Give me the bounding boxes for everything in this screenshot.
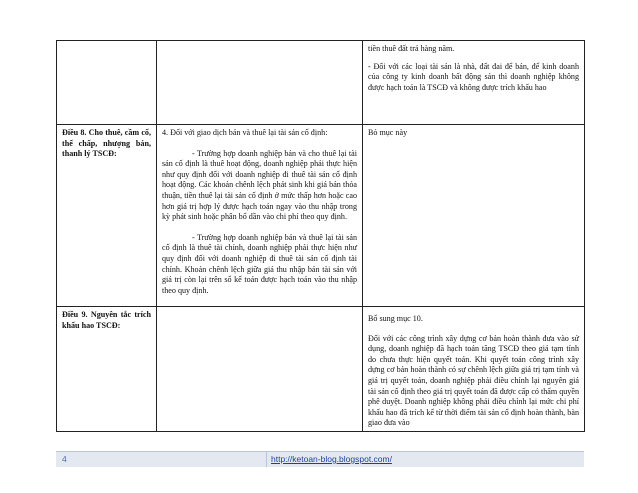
page-footer — [56, 451, 584, 467]
amendment-cell — [363, 41, 585, 125]
table-row — [57, 125, 585, 307]
amendment-text: tiền thuê đất trả hàng năm. — [368, 44, 455, 53]
amendment-heading: Bổ sung mục 10. — [368, 314, 423, 323]
amendment-text: Đối với các công trình xây dựng cơ bản hoàn thành đưa vào sử dụng, doanh nghiệp đã hạch toán tăng TSCĐ theo giá tạm tính do chưa thực hiện quyết toán. Khi quyết toán công trình xây dựng cơ bản hoàn thành có sự chênh lệch giữa giá trị tạm tính và giá trị quyết toán, doanh nghiệp phải điều chỉnh lại nguyên giá tài sản cố định theo giá trị quyết toán đã được cấp có thẩm quyền phê duyệt. Doanh nghiệp không phải điều chỉnh lại mức chi phí khấu hao đã trích kể từ thời điểm tài sản cố định hoàn thành, bàn giao đưa vào — [368, 333, 579, 428]
footer-link[interactable]: http://ketoan-blog.blogspot.com/ — [271, 454, 392, 464]
clause-heading: 4. Đối với giao dịch bán và thuê lại tài sản cố định: — [162, 128, 328, 137]
amendment-text: Bỏ mục này — [368, 128, 408, 137]
amendment-cell — [363, 125, 585, 307]
original-text-cell — [157, 41, 363, 125]
article-title: Điều 8. Cho thuê, cầm cố, thế chấp, nhượng bán, thanh lý TSCĐ: — [62, 128, 151, 159]
amendment-text: - Đối với các loại tài sản là nhà, đất đai để bán, để kinh doanh của công ty kinh doanh bất động sản thì doanh nghiệp không được hạch toán là TSCĐ và không được trích khấu hao — [368, 61, 579, 92]
article-cell — [57, 41, 157, 125]
article-title: Điều 9. Nguyên tắc trích khấu hao TSCĐ: — [62, 310, 151, 330]
amendment-cell — [363, 307, 585, 432]
original-text-cell — [157, 125, 363, 307]
clause-paragraph: - Trường hợp doanh nghiệp bán và cho thuê lại tài sản cố định là thuê hoạt động, doanh nghiệp phải thực hiện như quy định đối với doanh nghiệp đi thuê tài sản cố định hoạt động. Các khoản chênh lệch phát sinh khi giá bán thỏa thuận, tiền thuê lại tài sản cố định ở mức thấp hơn hoặc cao hơn giá trị hợp lý được hạch toán ngay vào thu nhập trong kỳ phát sinh hoặc phân bổ dần vào chi phí theo quy định. — [162, 148, 357, 222]
page-number: 4 — [62, 454, 67, 464]
article-cell — [57, 307, 157, 432]
original-text-cell — [157, 307, 363, 432]
regulation-table — [56, 40, 585, 432]
clause-paragraph: - Trường hợp doanh nghiệp bán và thuê lại tài sản cố định là thuê tài chính, doanh nghiệp phải thực hiện như quy định đối với doanh nghiệp đi thuê tài sản cố định tài chính. Khoản chênh lệch giữa giá thu nhập bán tài sản với giá trị còn lại trên sổ kế toán được hạch toán vào thu nhập theo quy định. — [162, 232, 357, 295]
table-row — [57, 307, 585, 432]
table-row — [57, 41, 585, 125]
footer-divider — [266, 452, 267, 467]
article-cell — [57, 125, 157, 307]
